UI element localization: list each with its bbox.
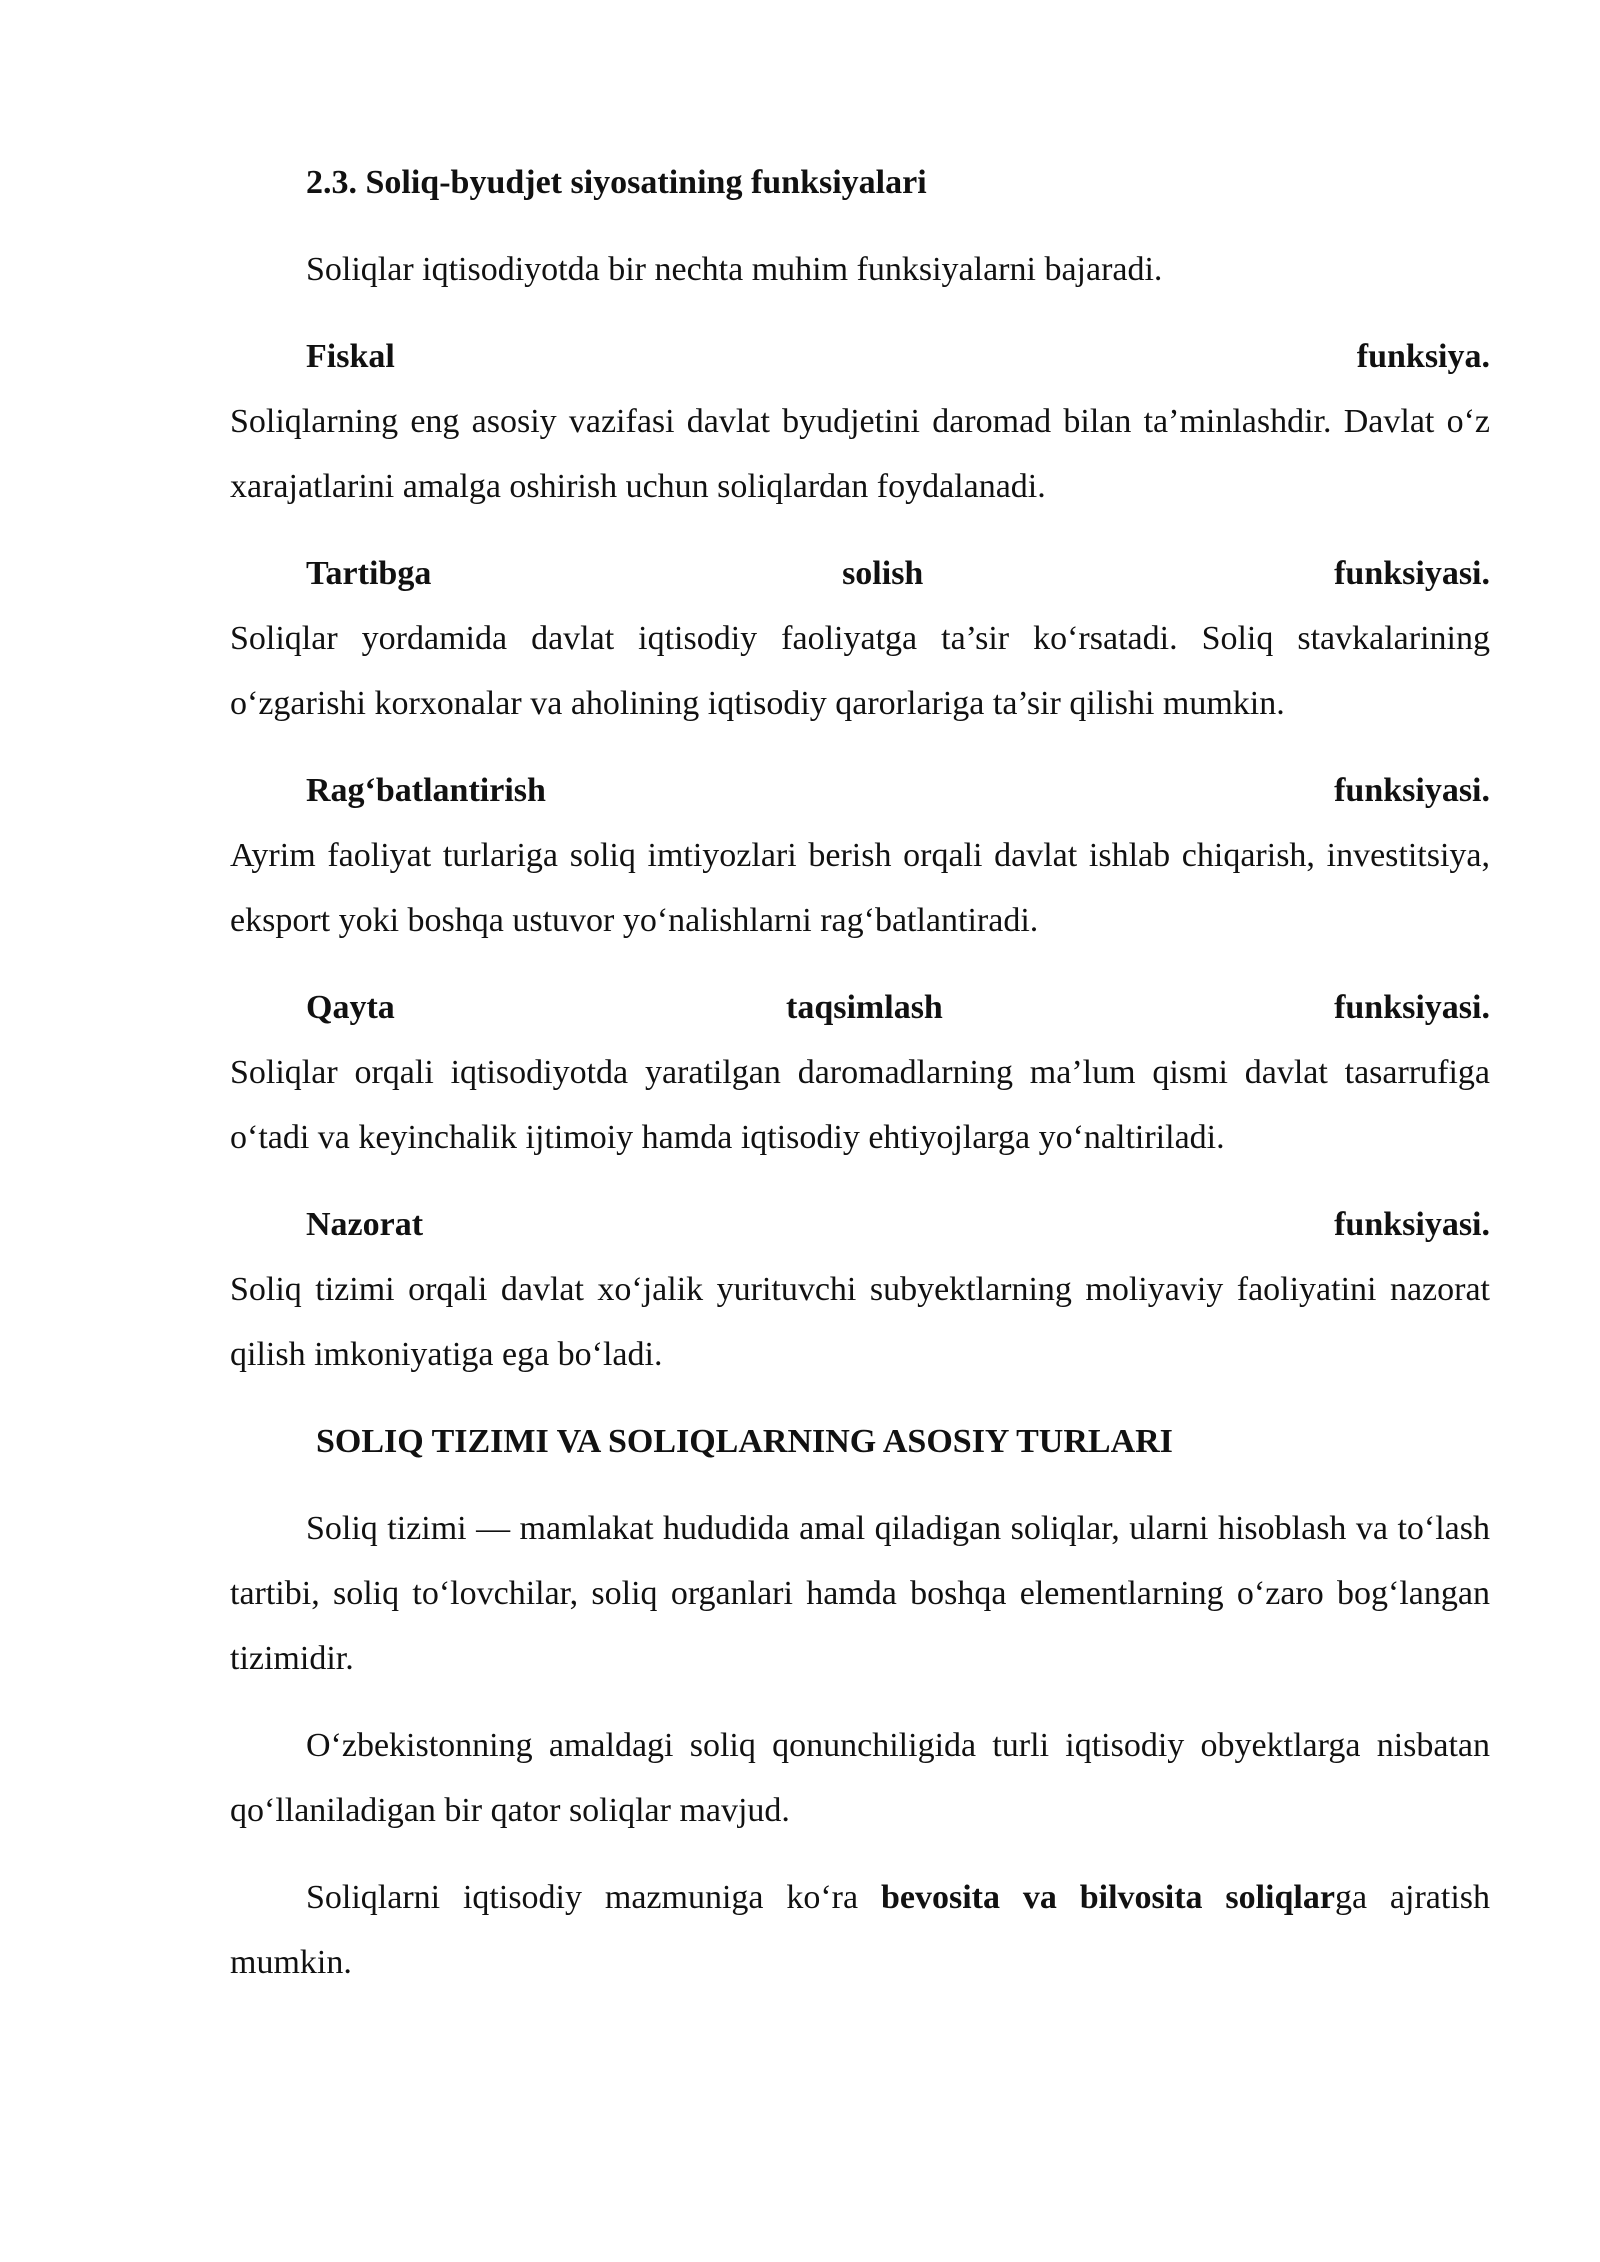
- text-run: Soliqlarni iqtisodiy mazmuniga ko‘ra: [306, 1879, 881, 1916]
- function-title: [230, 975, 1490, 1040]
- function-title: [230, 1192, 1490, 1257]
- function-title-word: taqsimlash: [786, 989, 943, 1026]
- function-title-word: funksiyasi.: [1334, 1206, 1490, 1243]
- function-qayta-taqsimlash: [230, 975, 1490, 1170]
- function-body: Soliqlarning eng asosiy vazifasi davlat byudjetini daromad bilan ta’minlashdir. Davlat o‘z xarajatlarini amalga oshirish uchun soliqlardan foydalanadi.: [230, 403, 1490, 505]
- function-body: Soliqlar yordamida davlat iqtisodiy faoliyatga ta’sir ko‘rsatadi. Soliq stavkalarining o‘zgarishi korxonalar va aholining iqtisodiy qarorlariga ta’sir qilishi mumkin.: [230, 620, 1490, 722]
- function-body: Ayrim faoliyat turlariga soliq imtiyozlari berish orqali davlat ishlab chiqarish, investitsiya, eksport yoki boshqa ustuvor yo‘nalishlarni rag‘batlantiradi.: [230, 837, 1490, 939]
- section-title: 2.3. Soliq-byudjet siyosatining funksiyalari: [306, 164, 927, 201]
- last-paragraph: [230, 1865, 1490, 1995]
- function-title-word: Nazorat: [306, 1206, 424, 1243]
- function-body: Soliq tizimi orqali davlat xo‘jalik yurituvchi subyektlarning moliyaviy faoliyatini nazorat qilish imkoniyatiga ega bo‘ladi.: [230, 1271, 1490, 1373]
- function-title-word: solish: [842, 555, 924, 592]
- function-title-word: funksiya.: [1356, 338, 1490, 375]
- function-title-word: funksiyasi.: [1334, 989, 1490, 1026]
- subsection-title: SOLIQ TIZIMI VA SOLIQLARNING ASOSIY TURLARI: [316, 1423, 1173, 1460]
- function-ragbatlantirish: [230, 758, 1490, 953]
- document-page: [230, 150, 1490, 2017]
- function-title-word: funksiyasi.: [1334, 555, 1490, 592]
- function-title-word: Qayta: [306, 989, 395, 1026]
- function-fiskal: [230, 324, 1490, 519]
- function-nazorat: [230, 1192, 1490, 1387]
- function-title-word: Fiskal: [306, 338, 395, 375]
- text-run: ga ajratish mumkin.: [230, 1879, 1491, 1981]
- function-body: Soliqlar orqali iqtisodiyotda yaratilgan daromadlarning ma’lum qismi davlat tasarrufiga o‘tadi va keyinchalik ijtimoiy hamda iqtisodiy ehtiyojlarga yo‘naltiriladi.: [230, 1054, 1490, 1156]
- intro-paragraph: Soliqlar iqtisodiyotda bir nechta muhim funksiyalarni bajaradi.: [306, 251, 1163, 288]
- function-title: [230, 758, 1490, 823]
- function-title-word: funksiyasi.: [1334, 772, 1490, 809]
- function-title: [230, 324, 1490, 389]
- paragraph: Soliq tizimi — mamlakat hududida amal qiladigan soliqlar, ularni hisoblash va to‘lash tartibi, soliq to‘lovchilar, soliq organlari hamda boshqa elementlarning o‘zaro bog‘langan tizimidir.: [230, 1510, 1490, 1677]
- paragraph: O‘zbekistonning amaldagi soliq qonunchiligida turli iqtisodiy obyektlarga nisbatan qo‘llaniladigan bir qator soliqlar mavjud.: [230, 1727, 1490, 1829]
- function-title-word: Rag‘batlantirish: [306, 772, 546, 809]
- function-tartibga-solish: [230, 541, 1490, 736]
- function-title: [230, 541, 1490, 606]
- function-title-word: Tartibga: [306, 555, 432, 592]
- bold-text-run: bevosita va bilvosita soliqlar: [880, 1879, 1335, 1916]
